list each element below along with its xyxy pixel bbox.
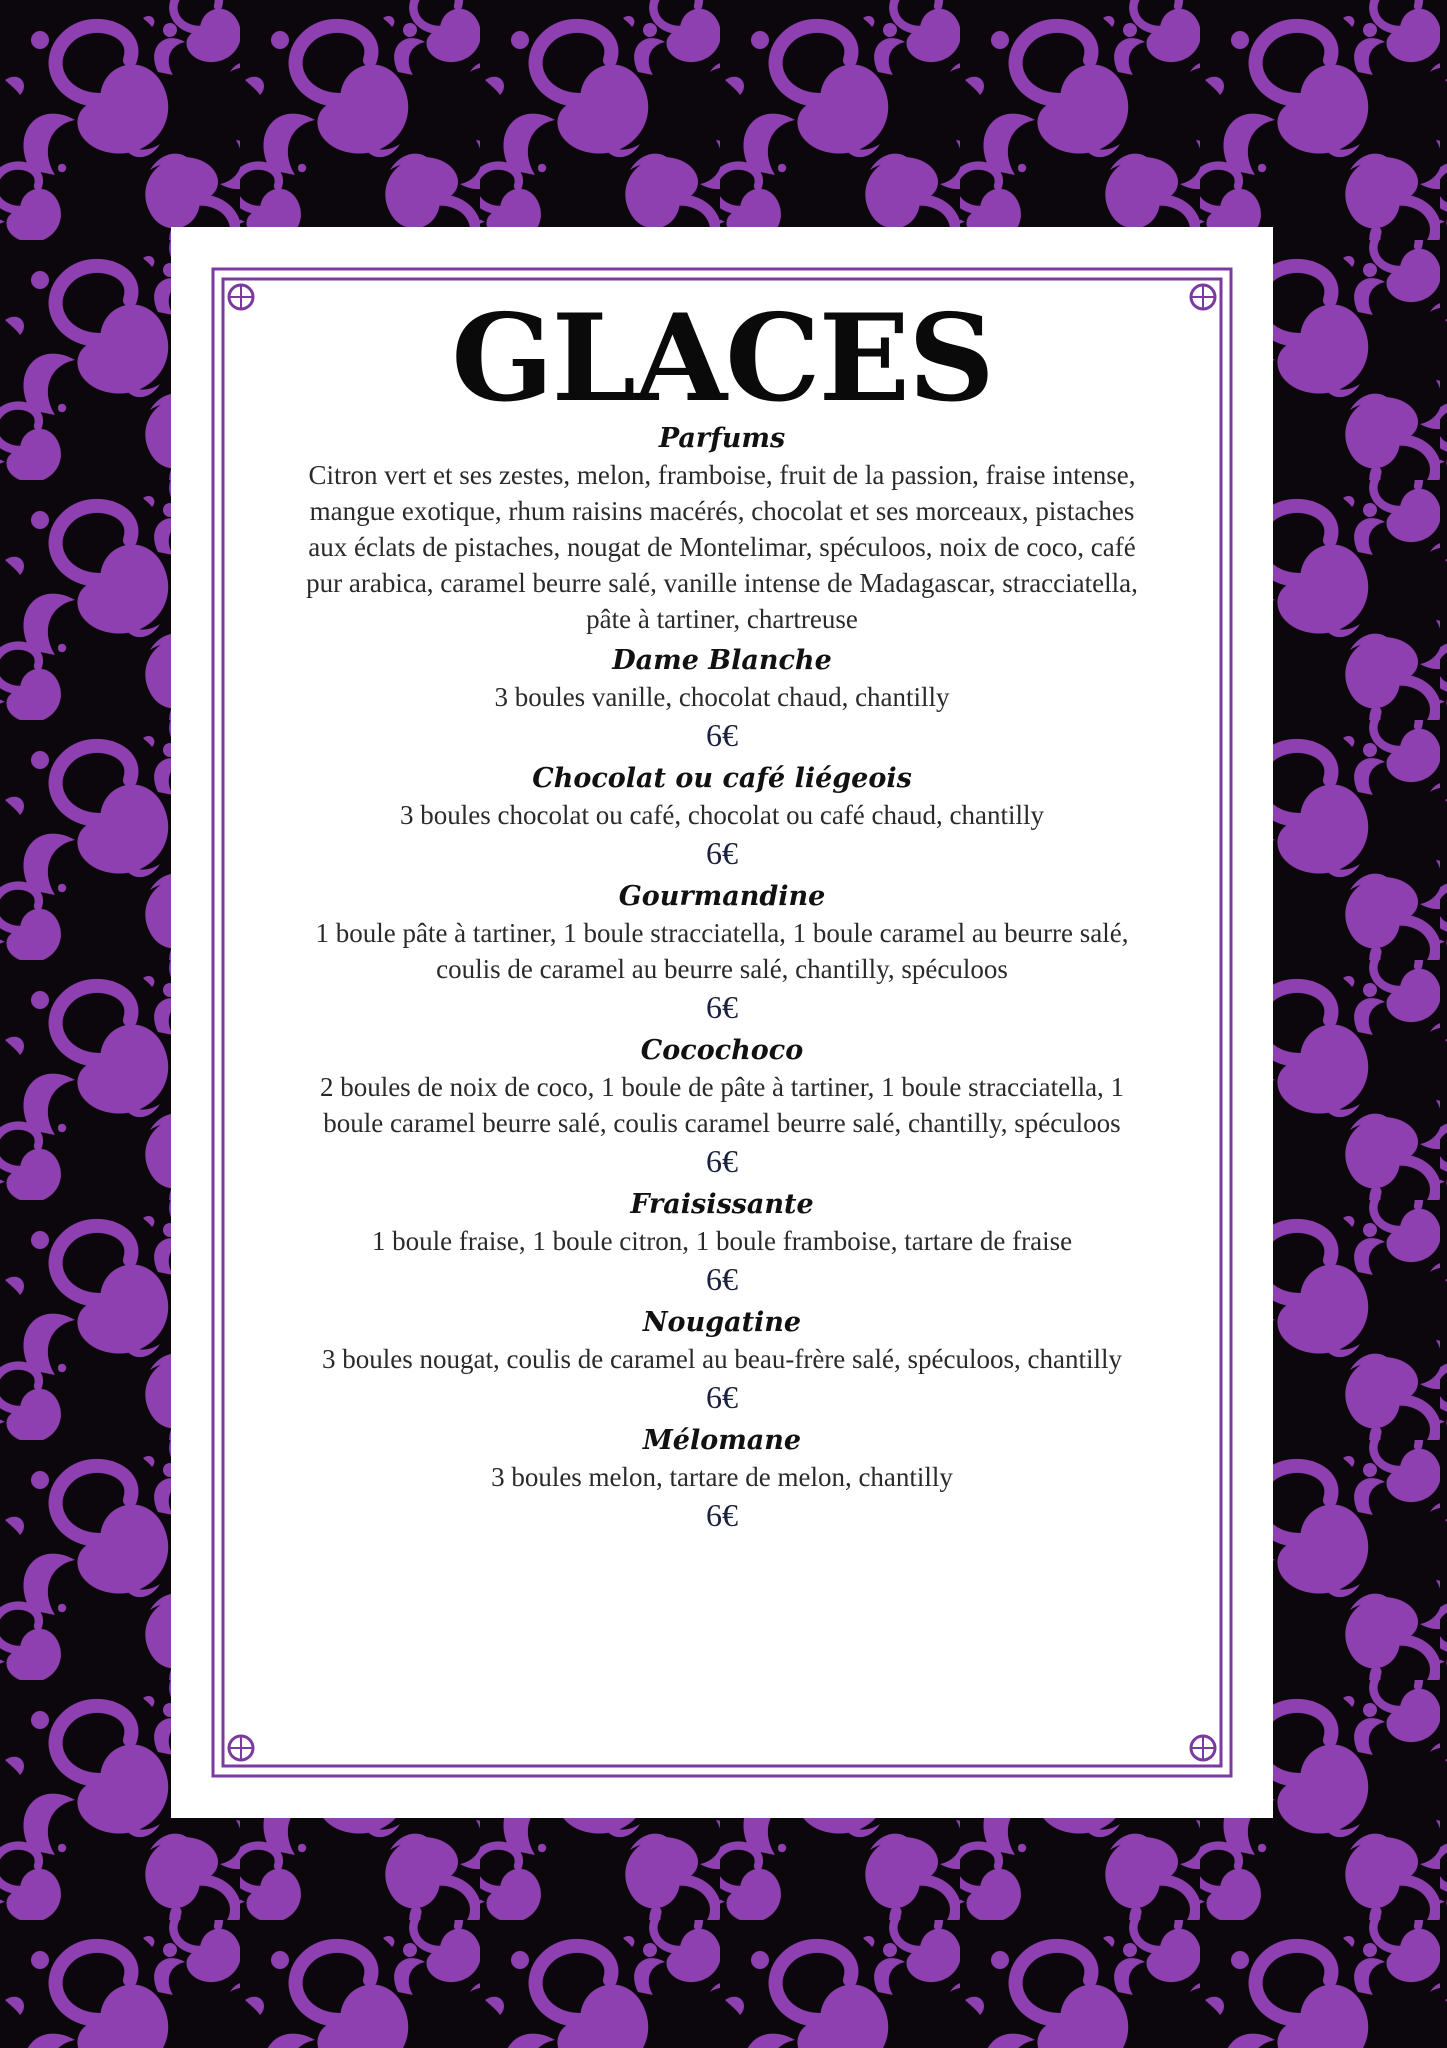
menu-item [291,1305,1153,1417]
menu-item [291,643,1153,755]
menu-item [291,1423,1153,1535]
item-description: 1 boule pâte à tartiner, 1 boule stracciatella, 1 boule caramel au beurre salé, coulis de caramel au beurre salé, chantilly, spéculoos [315,918,1129,984]
item-description: 1 boule fraise, 1 boule citron, 1 boule framboise, tartare de fraise [371,1226,1073,1256]
item-price: 6€ [706,1261,738,1297]
item-price: 6€ [706,835,738,871]
parfums-list: Citron vert et ses zestes, melon, framboise, fruit de la passion, fraise intense, mangue exotique, rhum raisins macérés, chocolat et ses morceaux, pistaches aux éclats de pistaches, nougat de Montelimar, spéculoos, noix de coco, café pur arabica, caramel beurre salé, vanille intense de Madagascar, stracciatella, pâte à tartiner, chartreuse [306,460,1138,634]
menu-title: GLACES [451,288,993,429]
item-price: 6€ [706,1497,738,1533]
item-description: 3 boules vanille, chocolat chaud, chantilly [494,682,950,712]
item-name: Fraisissante [630,1189,814,1220]
parfums-section [291,421,1153,637]
item-description: 2 boules de noix de coco, 1 boule de pâte à tartiner, 1 boule stracciatella, 1 boule caramel beurre salé, coulis caramel beurre salé, chantilly, spéculoos [319,1072,1125,1138]
menu-item [291,1187,1153,1299]
menu-item [291,1033,1153,1181]
item-name: Nougatine [642,1307,802,1338]
item-name: Cocochoco [640,1035,804,1066]
menu-item [291,761,1153,873]
item-description: 3 boules nougat, coulis de caramel au beau-frère salé, spéculoos, chantilly [322,1344,1122,1374]
menu-item [291,879,1153,1027]
item-price: 6€ [706,989,738,1025]
parfums-heading: Parfums [658,423,786,454]
item-name: Dame Blanche [612,645,832,676]
item-description: 3 boules chocolat ou café, chocolat ou café chaud, chantilly [400,800,1044,830]
item-price: 6€ [706,1143,738,1179]
item-name: Chocolat ou café liégeois [532,763,912,794]
item-name: Gourmandine [618,881,826,912]
item-price: 6€ [706,1379,738,1415]
menu-card [171,227,1273,1818]
item-description: 3 boules melon, tartare de melon, chantilly [491,1462,953,1492]
item-price: 6€ [706,717,738,753]
item-name: Mélomane [642,1425,802,1456]
menu-content [291,288,1153,1541]
